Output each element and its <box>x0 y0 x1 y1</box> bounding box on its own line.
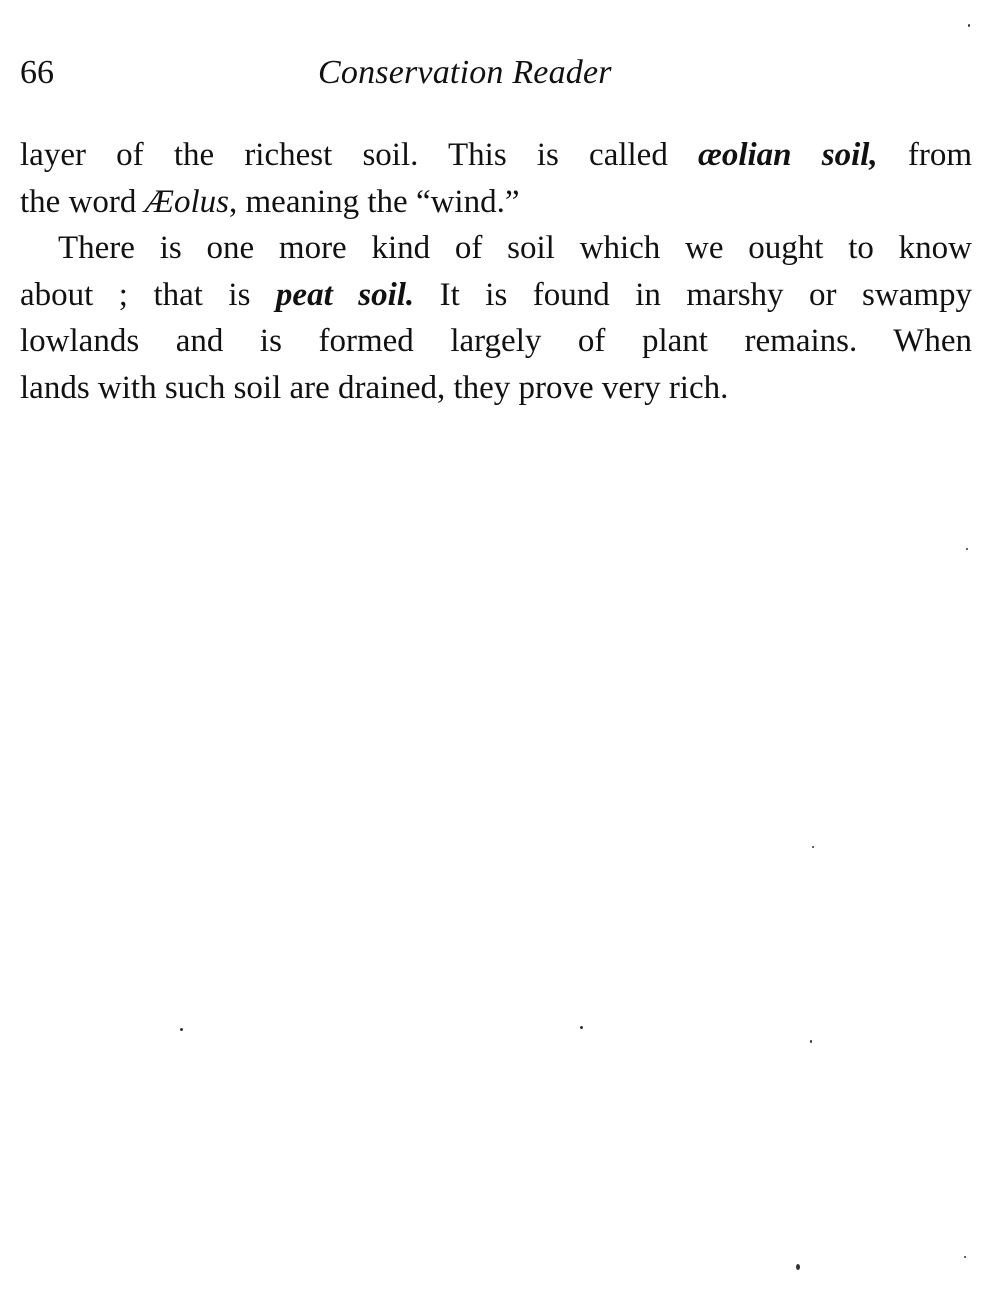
paragraph-aeolian-soil <box>20 132 972 225</box>
scan-speck <box>964 1256 966 1258</box>
scan-speck <box>810 1040 812 1043</box>
text-line: the word Æolus, meaning the “wind.” <box>20 183 520 220</box>
term-aeolus: Æolus <box>144 183 229 220</box>
running-title: Conservation Reader <box>318 54 612 91</box>
scan-speck <box>968 24 970 27</box>
body-text <box>20 132 972 411</box>
page-header <box>20 50 970 100</box>
term-aeolian-soil: æolian soil, <box>698 137 878 173</box>
scan-speck <box>966 548 968 550</box>
term-peat-soil: peat soil. <box>275 276 415 313</box>
text-line: lands with such soil are drained, they prove very rich. <box>20 369 729 406</box>
paragraph-peat-soil <box>20 225 972 411</box>
scan-speck <box>580 1026 583 1029</box>
scan-speck <box>812 846 814 848</box>
text-line: layer of the richest soil. This is called æolian soil, from <box>20 137 972 173</box>
scan-speck <box>796 1264 800 1270</box>
scan-speck <box>180 1028 183 1031</box>
text-line: lowlands and is formed largely of plant remains. When <box>20 323 972 359</box>
text-line: about ; that is peat soil. It is found in marshy or swampy <box>20 276 972 313</box>
text-line: There is one more kind of soil which we ought to know <box>58 230 972 266</box>
page-number: 66 <box>20 54 54 91</box>
